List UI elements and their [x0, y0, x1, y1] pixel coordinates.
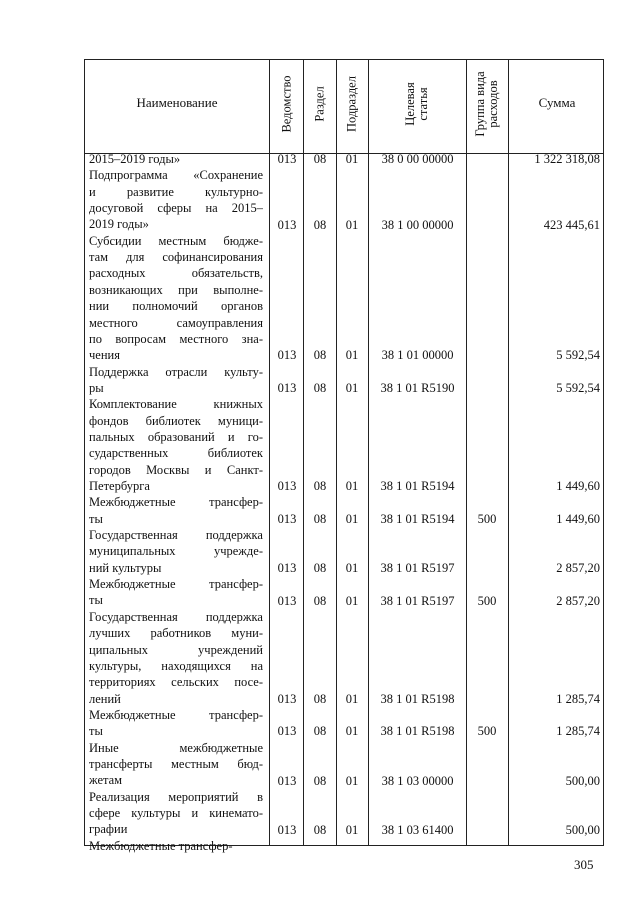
header-summa: Сумма [538, 95, 576, 110]
cell-podrazdel: 01 [345, 348, 359, 363]
cell-vedomstvo: 013 [277, 691, 297, 706]
row-description-line: возникающих при выполне- [89, 282, 263, 297]
header-gruppa-line-1: Группа вида [473, 71, 487, 137]
header-podrazdel: Подраздел [344, 76, 359, 132]
row-description-line: сударственных библиотек [89, 446, 263, 461]
page-number: 305 [574, 857, 594, 872]
row-description-line: жетам [89, 773, 123, 788]
cell-vedomstvo: 013 [277, 560, 297, 575]
cell-podrazdel: 01 [345, 822, 359, 837]
header-gruppa-line-2: расходов [486, 80, 500, 128]
row-description-line: пальных образований и го- [89, 429, 263, 444]
cell-celevaya-statya: 38 1 01 R5198 [380, 724, 455, 739]
cell-summa: 1 285,74 [556, 691, 600, 706]
row-description-line: Иные межбюджетные [89, 740, 263, 755]
row-description-line: Субсидии местным бюдже- [89, 233, 263, 248]
row-description-line: и развитие культурно- [89, 184, 263, 199]
cell-gruppa-raskhodov: 500 [477, 593, 497, 608]
cell-podrazdel: 01 [345, 511, 359, 526]
cell-vedomstvo: 013 [277, 822, 297, 837]
cell-vedomstvo: 013 [277, 773, 297, 788]
cell-summa: 2 857,20 [556, 593, 600, 608]
cell-summa: 1 285,74 [556, 724, 600, 739]
cell-celevaya-statya: 38 1 01 00000 [381, 348, 454, 363]
cell-razdel: 08 [313, 724, 327, 739]
cell-summa: 1 322 318,08 [534, 152, 600, 167]
row-description-line: Поддержка отрасли культу- [89, 364, 263, 379]
row-description-line: Межбюджетные трансфер- [89, 495, 263, 510]
cell-vedomstvo: 013 [277, 724, 297, 739]
cell-summa: 500,00 [565, 822, 600, 837]
cell-celevaya-statya: 38 1 00 00000 [381, 217, 454, 232]
cell-vedomstvo: 013 [277, 479, 297, 494]
cell-celevaya-statya: 38 1 03 00000 [381, 773, 454, 788]
header-razdel: Раздел [312, 86, 327, 122]
cell-razdel: 08 [313, 560, 327, 575]
cell-podrazdel: 01 [345, 560, 359, 575]
header-celevaya-statya [404, 82, 430, 125]
cell-summa: 2 857,20 [556, 560, 600, 575]
row-description-line: ты [89, 593, 103, 608]
row-description-line: чения [89, 348, 120, 363]
row-description-line: там для софинансирования [89, 250, 263, 265]
cell-vedomstvo: 013 [277, 593, 297, 608]
cell-razdel: 08 [313, 152, 327, 167]
row-description-line: ты [89, 511, 103, 526]
row-description-line: местного самоуправления [89, 315, 263, 330]
cell-summa: 423 445,61 [543, 217, 600, 232]
cell-celevaya-statya: 38 1 01 R5198 [380, 691, 455, 706]
cell-summa: 5 592,54 [556, 381, 600, 396]
row-description-line: Комплектование книжных [89, 397, 263, 412]
cell-celevaya-statya: 38 1 01 R5197 [380, 560, 455, 575]
row-description-line: трансферты местным бюд- [89, 756, 263, 771]
cell-podrazdel: 01 [345, 217, 359, 232]
row-description-line: территориях сельских посе- [89, 675, 263, 690]
cell-vedomstvo: 013 [277, 511, 297, 526]
row-description-line: Межбюджетные трансфер- [89, 577, 263, 592]
row-description-line: расходных обязательств, [89, 266, 263, 281]
cell-razdel: 08 [313, 511, 327, 526]
row-description-line: ры [89, 380, 104, 395]
row-description-line: графии [89, 822, 128, 837]
header-name: Наименование [136, 95, 218, 110]
row-description-line: Межбюджетные трансфер- [89, 707, 263, 722]
row-description-line: Реализация мероприятий в [89, 789, 263, 804]
cell-razdel: 08 [313, 822, 327, 837]
row-description-line: ний культуры [89, 560, 162, 575]
row-description-line: 2019 годы» [89, 217, 149, 232]
cell-razdel: 08 [313, 381, 327, 396]
header-celevaya-line-1: Целевая [403, 82, 417, 126]
cell-podrazdel: 01 [345, 381, 359, 396]
cell-podrazdel: 01 [345, 691, 359, 706]
cell-razdel: 08 [313, 479, 327, 494]
row-description-line: по вопросам местного зна- [89, 331, 263, 346]
row-description-line: лучших работников муни- [89, 626, 263, 641]
row-description-line: 2015–2019 годы» [89, 152, 181, 166]
cell-podrazdel: 01 [345, 479, 359, 494]
row-description-line: Государственная поддержка [89, 609, 263, 624]
row-description-line: ты [89, 724, 103, 739]
cell-summa: 500,00 [565, 773, 600, 788]
cell-celevaya-statya: 38 1 01 R5194 [380, 511, 455, 526]
cell-celevaya-statya: 38 0 00 00000 [381, 152, 454, 167]
row-description-line: Подпрограмма «Сохранение [89, 168, 263, 183]
cell-summa: 1 449,60 [556, 511, 600, 526]
cell-vedomstvo: 013 [277, 381, 297, 396]
cell-podrazdel: 01 [345, 724, 359, 739]
cell-celevaya-statya: 38 1 01 R5190 [380, 381, 455, 396]
cell-vedomstvo: 013 [277, 348, 297, 363]
row-description-line: лений [89, 691, 121, 706]
cell-summa: 5 592,54 [556, 348, 600, 363]
column-divider [508, 59, 509, 846]
row-description-line: сфере культуры и кинемато- [89, 806, 263, 820]
cell-podrazdel: 01 [345, 593, 359, 608]
cell-razdel: 08 [313, 348, 327, 363]
row-description-line: досуговой сферы на 2015– [89, 201, 263, 216]
cell-gruppa-raskhodov: 500 [477, 511, 497, 526]
cell-gruppa-raskhodov: 500 [477, 724, 497, 739]
cell-vedomstvo: 013 [277, 217, 297, 232]
column-divider [269, 59, 270, 846]
cell-vedomstvo: 013 [277, 152, 297, 167]
row-description-line: муниципальных учрежде- [89, 544, 263, 559]
cell-razdel: 08 [313, 593, 327, 608]
row-description-line: нии полномочий органов [89, 299, 263, 314]
row-description-line: Петербурга [89, 479, 150, 493]
cell-celevaya-statya: 38 1 01 R5194 [380, 479, 455, 494]
cell-celevaya-statya: 38 1 01 R5197 [380, 593, 455, 608]
cell-podrazdel: 01 [345, 773, 359, 788]
cell-razdel: 08 [313, 217, 327, 232]
cell-celevaya-statya: 38 1 03 61400 [381, 822, 454, 837]
row-description-line: Государственная поддержка [89, 528, 263, 543]
row-description-line: ципальных учреждений [89, 642, 263, 657]
row-description-line: Межбюджетные трансфер- [89, 838, 233, 853]
header-vedomstvo: Ведомство [279, 75, 294, 133]
header-gruppa-vida-raskhodov [474, 71, 500, 136]
row-description-line: городов Москвы и Санкт- [89, 462, 263, 477]
cell-podrazdel: 01 [345, 152, 359, 167]
cell-razdel: 08 [313, 773, 327, 788]
header-celevaya-line-2: статья [416, 87, 430, 121]
cell-razdel: 08 [313, 691, 327, 706]
row-description-line: фондов библиотек муници- [89, 413, 263, 428]
cell-summa: 1 449,60 [556, 479, 600, 494]
row-description-line: культуры, находящихся на [89, 658, 263, 673]
